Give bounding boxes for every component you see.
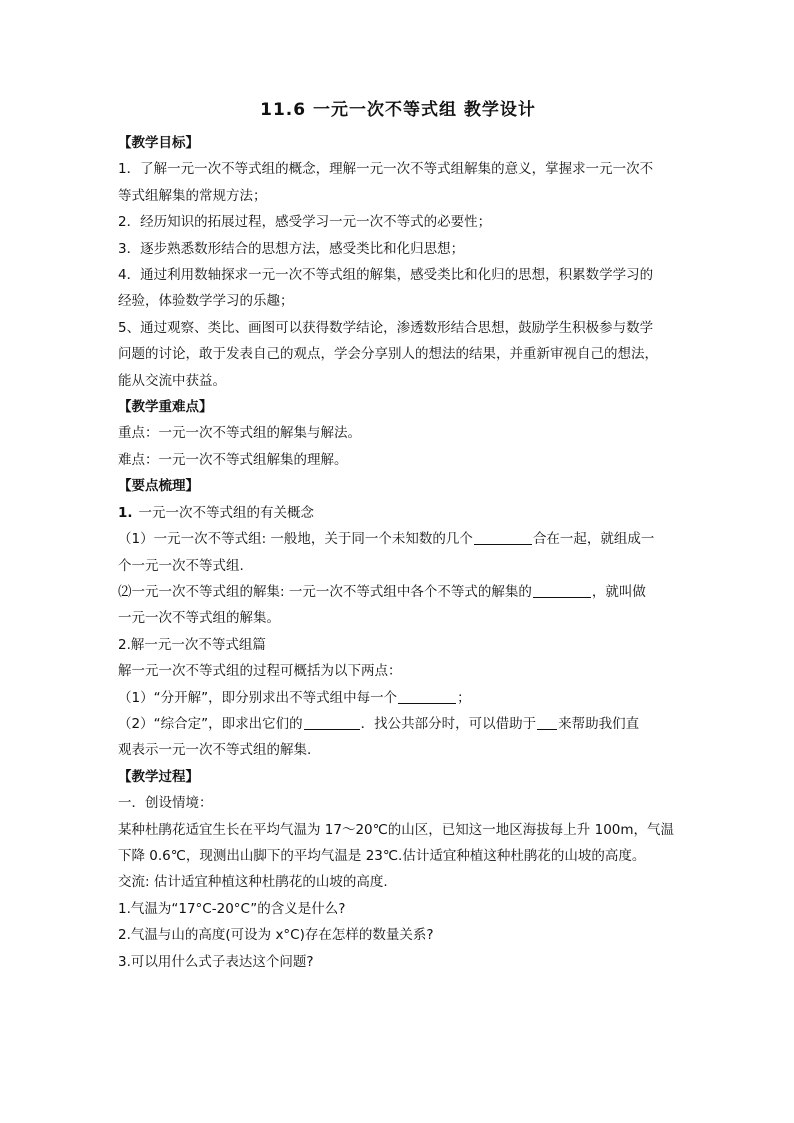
- summary-text: ；: [457, 689, 471, 706]
- summary-text: ，就叫做: [591, 583, 646, 600]
- summary-text: ⑵一元一次不等式组的解集: 一元一次不等式组中各个不等式的解集的: [118, 583, 532, 600]
- goal-line: 问题的讨论，敢于发表自己的观点，学会分享别人的想法的结果，并重新审视自己的想法，: [118, 346, 658, 363]
- summary-item-1-1: [118, 526, 678, 552]
- summary-item-2-intro: 解一元一次不等式组的过程可概括为以下两点：: [118, 663, 402, 680]
- summary-text: （1）一元一次不等式组: 一般地，关于同一个未知数的几个: [118, 531, 473, 548]
- goal-line: 2．经历知识的拓展过程，感受学习一元一次不等式的必要性；: [118, 214, 492, 231]
- summary-item-1: [118, 500, 678, 526]
- summary-text: （1）“分开解”，即分别求出不等式组中每一个: [118, 689, 398, 706]
- key-points-heading: 【教学重难点】: [118, 399, 213, 416]
- fill-in-blank[interactable]: [398, 688, 456, 704]
- summary-text: （2）“综合定”，即求出它们的: [118, 715, 303, 732]
- fill-in-blank[interactable]: [474, 529, 532, 545]
- key-point-focus: 重点：一元一次不等式组的解集与解法。: [118, 425, 361, 442]
- fill-in-blank[interactable]: [304, 714, 360, 730]
- question-2: 2.气温与山的高度(可设为 x°C)存在怎样的数量关系?: [118, 927, 434, 944]
- summary-item-2-2: [118, 711, 678, 737]
- summary-item-1-number: 1.: [118, 504, 133, 521]
- scenario-text: 某种杜鹃花适宜生长在平均气温为 17～20℃的山区，已知这一地区海拔每上升 100m，气温: [118, 821, 675, 838]
- fill-in-blank[interactable]: [537, 714, 557, 730]
- summary-item-2-title: 2.解一元一次不等式组篇: [118, 636, 266, 653]
- summary-item-1-2: [118, 579, 678, 605]
- scenario-text: 下降 0.6℃，现测出山脚下的平均气温是 23℃.估计适宜种植这种杜鹃花的山坡的高度。: [118, 847, 646, 864]
- goal-line: 5、通过观察、类比、画图可以获得数学结论，渗透数形结合思想，鼓励学生积极参与数学: [118, 319, 654, 336]
- goal-line: 1．了解一元一次不等式组的概念，理解一元一次不等式组解集的意义，掌握求一元一次不: [118, 161, 654, 178]
- summary-text: 来帮助我们直: [558, 715, 640, 732]
- summary-item-2-1: [118, 685, 678, 711]
- fill-in-blank[interactable]: [533, 582, 591, 598]
- process-heading: 【教学过程】: [118, 768, 199, 785]
- summary-item-2-2-cont: 观表示一元一次不等式组的解集.: [118, 742, 312, 759]
- key-point-difficulty: 难点：一元一次不等式组解集的理解。: [118, 451, 348, 468]
- summary-text: 合在一起，就组成一: [532, 531, 655, 548]
- summary-item-1-title: 一元一次不等式组的有关概念: [138, 504, 315, 521]
- goal-line: 4．通过利用数轴探求一元一次不等式组的解集，感受类比和化归的思想，积累数学学习的: [118, 267, 654, 284]
- exchange-text: 交流: 估计适宜种植这种杜鹃花的山坡的高度.: [118, 874, 388, 891]
- document-page: [118, 96, 678, 975]
- document-title: 11.6 一元一次不等式组 教学设计: [260, 100, 536, 120]
- goal-line: 等式组解集的常规方法；: [118, 187, 267, 204]
- goal-line: 经验，体验数学学习的乐趣；: [118, 293, 294, 310]
- summary-item-1-2-cont: 一元一次不等式组的解集。: [118, 610, 280, 627]
- question-1: 1.气温为“17°C-20°C”的含义是什么?: [118, 900, 346, 917]
- summary-item-1-1-cont: 个一元一次不等式组.: [118, 557, 244, 574]
- summary-heading: 【要点梳理】: [118, 478, 199, 495]
- summary-text: ．找公共部分时，可以借助于: [360, 715, 537, 732]
- goal-line: 3．逐步熟悉数形结合的思想方法，感受类比和化归思想；: [118, 240, 465, 257]
- process-section-1: 一．创设情境：: [118, 795, 213, 812]
- question-3: 3.可以用什么式子表达这个问题?: [118, 953, 314, 970]
- goal-line: 能从交流中获益。: [118, 372, 226, 389]
- goals-heading: 【教学目标】: [118, 135, 199, 151]
